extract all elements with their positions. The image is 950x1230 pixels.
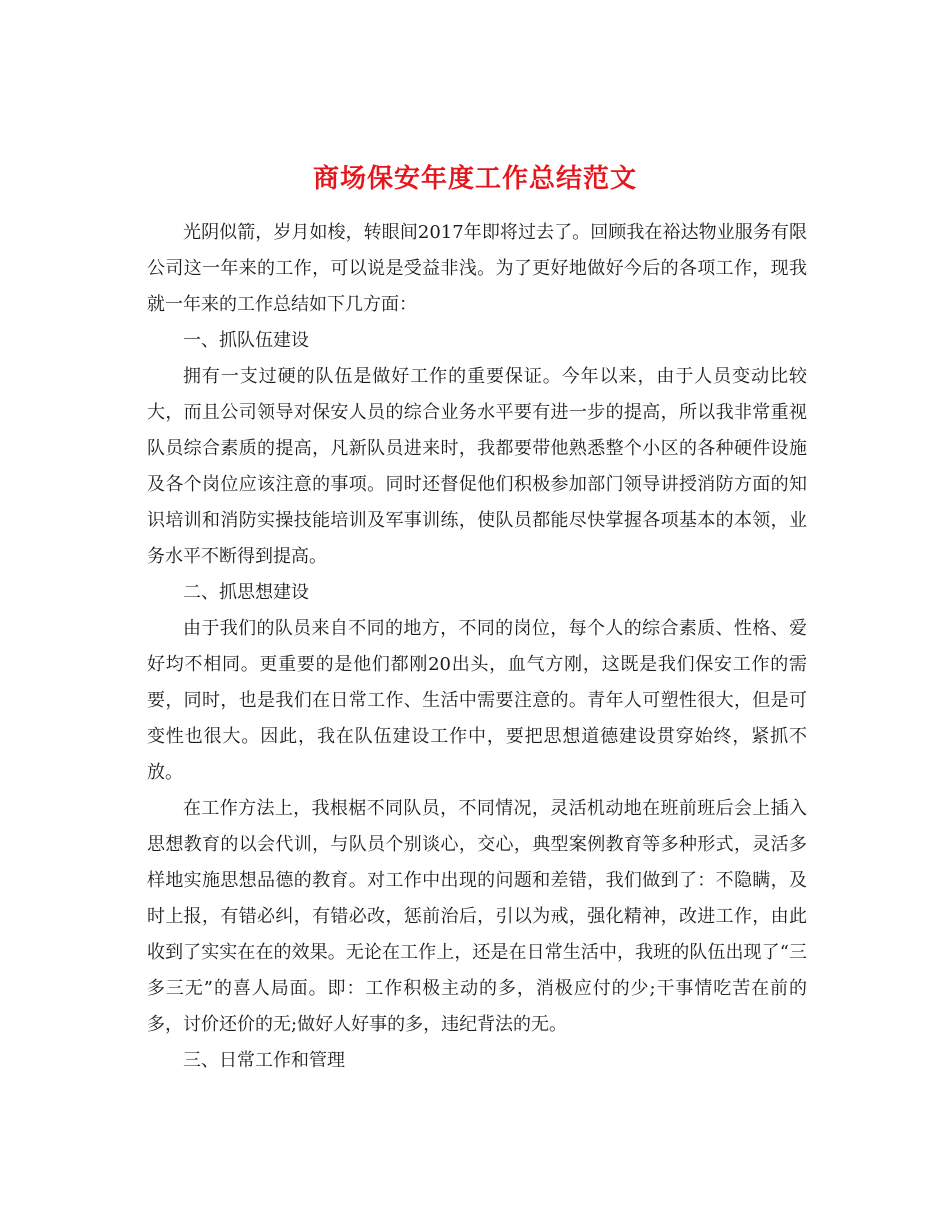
section-heading-daily-management: 三、日常工作和管理 [183,1050,345,1071]
document-body [147,215,807,1079]
paragraph-team: 拥有一支过硬的队伍是做好工作的重要保证。今年以来，由于人员变动比较大，而且公司领导对保安人员的综合业务水平要有进一步的提高，所以我非常重视队员综合素质的提高，凡新队员进来时，我都要带他熟悉整个小区的各种硬件设施及各个岗位应该注意的事项。同时还督促他们积极参加部门领导讲授消防方面的知识培训和消防实操技能培训及军事训练，使队员都能尽快掌握各项基本的本领，业务水平不断得到提高。 [147,366,807,567]
document-title: 商场保安年度工作总结范文 [312,164,637,195]
paragraph-methods: 在工作方法上，我根椐不同队员，不同情况，灵活机动地在班前班后会上插入思想教育的以会代训，与队员个别谈心，交心，典型案例教育等多种形式，灵活多样地实施思想品德的教育。对工作中出现的问题和差错，我们做到了：不隐瞒，及时上报，有错必纠，有错必改，惩前治后，引以为戒，强化精神，改进工作，由此收到了实实在在的效果。无论在工作上，还是在日常生活中，我班的队伍出现了“三多三无”的喜人局面。即：工作积极主动的多，消极应付的少;干事情吃苦在前的多，讨价还价的无;做好人好事的多，违纪背法的无。 [147,798,807,1035]
paragraph-ideology: 由于我们的队员来自不同的地方，不同的岗位，每个人的综合素质、性格、爱好均不相同。更重要的是他们都刚20出头，血气方刚，这既是我们保安工作的需要，同时，也是我们在日常工作、生活中需要注意的。青年人可塑性很大，但是可变性也很大。因此，我在队伍建设工作中，要把思想道德建设贯穿始终，紧抓不放。 [147,618,807,783]
section-heading-ideology: 二、抓思想建设 [183,582,309,603]
paragraph-intro: 光阴似箭，岁月如梭，转眼间2017年即将过去了。回顾我在裕达物业服务有限公司这一年来的工作，可以说是受益非浅。为了更好地做好今后的各项工作，现我就一年来的工作总结如下几方面： [147,222,807,315]
section-heading-team: 一、抓队伍建设 [183,330,309,351]
